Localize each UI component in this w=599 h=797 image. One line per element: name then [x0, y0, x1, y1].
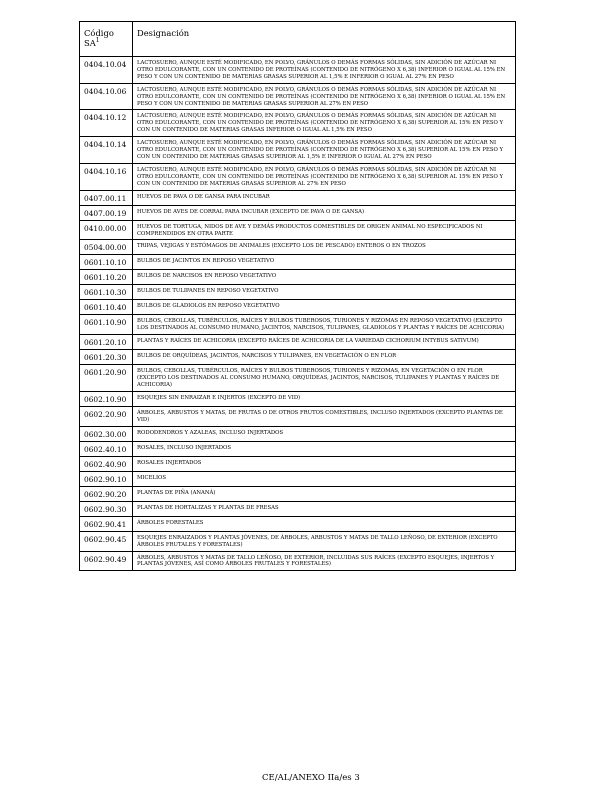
table-row — [80, 190, 516, 205]
table-row — [80, 83, 516, 110]
designation-cell: PLANTAS DE HORTALIZAS Y PLANTAS DE FRESAS — [133, 501, 516, 516]
designation-cell: HUEVOS DE AVES DE CORRAL PARA INCUBAR (EXCEPTO DE PAVA O DE GANSA) — [133, 205, 516, 220]
hs-code-cell: 0404.10.16 — [80, 163, 133, 190]
designation-cell: LACTOSUERO, AUNQUE ESTÉ MODIFICADO, EN POLVO, GRÁNULOS O DEMÁS FORMAS SÓLIDAS, SIN ADICIÓN DE AZÚCAR NI OTRO EDULCORANTE, CON UN CONTENIDO DE PROTEÍNAS (CONTENIDO DE NITRÓGENO X 6,38) SUPERIOR AL 15% EN PESO Y CON UN CONTENIDO DE MATERIAS GRASAS INFERIOR O IGUAL AL 1,5% EN PESO — [133, 110, 516, 137]
table-row — [80, 137, 516, 164]
hs-code-cell: 0602.90.10 — [80, 471, 133, 486]
designation-cell: RODODENDROS Y AZALEAS, INCLUSO INJERTADOS — [133, 426, 516, 441]
designation-cell: LACTOSUERO, AUNQUE ESTÉ MODIFICADO, EN POLVO, GRÁNULOS O DEMÁS FORMAS SÓLIDAS, SIN ADICIÓN DE AZÚCAR NI OTRO EDULCORANTE, CON UN CONTENIDO DE PROTEÍNAS (CONTENIDO DE NITRÓGENO X 6,38) SUPERIOR AL 15% EN PESO Y CON UN CONTENIDO DE MATERIAS GRASAS SUPERIOR AL 1,5% E INFERIOR O IGUAL AL 27% EN PESO — [133, 137, 516, 164]
hs-code-cell: 0601.20.90 — [80, 365, 133, 392]
hs-code-cell: 0601.10.10 — [80, 255, 133, 270]
table-row — [80, 220, 516, 240]
designation-cell: LACTOSUERO, AUNQUE ESTÉ MODIFICADO, EN POLVO, GRÁNULOS O DEMÁS FORMAS SÓLIDAS, SIN ADICIÓN DE AZÚCAR NI OTRO EDULCORANTE, CON UN CONTENIDO DE PROTEÍNAS (CONTENIDO DE NITRÓGENO X 6,38) INFERIOR O IGUAL AL 15% EN PESO Y CON UN CONTENIDO DE MATERIAS GRASAS SUPERIOR AL 1,5% E INFERIOR O IGUAL AL 27% EN PESO — [133, 57, 516, 84]
code-header-label: Código SA — [84, 28, 114, 48]
hs-code-cell: 0602.90.45 — [80, 531, 133, 551]
designation-cell: PLANTAS Y RAÍCES DE ACHICORIA (EXCEPTO RAÍCES DE ACHICORIA DE LA VARIEDAD CICHORIUM INTYBUS SATIVUM) — [133, 335, 516, 350]
page-reference: CE/AL/ANEXO IIa/es 3 — [262, 773, 360, 783]
hs-code-cell: 0602.40.10 — [80, 441, 133, 456]
hs-code-cell: 0602.90.20 — [80, 486, 133, 501]
table-row — [80, 441, 516, 456]
hs-code-cell: 0601.20.10 — [80, 335, 133, 350]
hs-code-cell: 0601.10.30 — [80, 285, 133, 300]
designation-cell: ÁRBOLES, ARBUSTOS Y MATAS, DE FRUTAS O DE OTROS FRUTOS COMESTIBLES, INCLUSO INJERTADOS (EXCEPTO PLANTAS DE VID) — [133, 406, 516, 426]
table-row — [80, 205, 516, 220]
designation-cell: BULBOS DE JACINTOS EN REPOSO VEGETATIVO — [133, 255, 516, 270]
table-row — [80, 57, 516, 84]
designation-cell: HUEVOS DE PAVA O DE GANSA PARA INCUBAR — [133, 190, 516, 205]
hs-code-cell: 0602.90.41 — [80, 516, 133, 531]
hs-code-cell: 0601.10.20 — [80, 270, 133, 285]
table-row — [80, 270, 516, 285]
designation-cell: BULBOS DE GLADIOLOS EN REPOSO VEGETATIVO — [133, 300, 516, 315]
hs-code-cell: 0404.10.06 — [80, 83, 133, 110]
table-row — [80, 240, 516, 255]
designation-cell: LACTOSUERO, AUNQUE ESTÉ MODIFICADO, EN POLVO, GRÁNULOS O DEMÁS FORMAS SÓLIDAS, SIN ADICIÓN DE AZÚCAR NI OTRO EDULCORANTE, CON UN CONTENIDO DE PROTEÍNAS (CONTENIDO DE NITRÓGENO X 6,38) SUPERIOR AL 15% EN PESO Y CON UN CONTENIDO DE MATERIAS GRASAS SUPERIOR AL 27% EN PESO — [133, 163, 516, 190]
hs-code-cell: 0602.20.90 — [80, 406, 133, 426]
table-row — [80, 285, 516, 300]
table-row — [80, 426, 516, 441]
table-row — [80, 471, 516, 486]
hs-code-cell: 0602.90.49 — [80, 551, 133, 571]
designation-cell: ÁRBOLES FORESTALES — [133, 516, 516, 531]
table-row — [80, 516, 516, 531]
hs-code-cell: 0602.40.90 — [80, 456, 133, 471]
table-row — [80, 391, 516, 406]
table-header-row — [80, 22, 516, 57]
designation-cell: HUEVOS DE TORTUGA, NIDOS DE AVE Y DEMÁS PRODUCTOS COMESTIBLES DE ORIGEN ANIMAL NO ESPECIFICADOS NI COMPRENDIDOS EN OTRA PARTE — [133, 220, 516, 240]
designation-cell: BULBOS DE NARCISOS EN REPOSO VEGETATIVO — [133, 270, 516, 285]
designation-cell: LACTOSUERO, AUNQUE ESTÉ MODIFICADO, EN POLVO, GRÁNULOS O DEMÁS FORMAS SÓLIDAS, SIN ADICIÓN DE AZÚCAR NI OTRO EDULCORANTE, CON UN CONTENIDO DE PROTEÍNAS (CONTENIDO DE NITRÓGENO X 6,38) INFERIOR O IGUAL AL 15% EN PESO Y CON UN CONTENIDO DE MATERIAS GRASAS SUPERIOR AL 27% EN PESO — [133, 83, 516, 110]
designation-cell: BULBOS, CEBOLLAS, TUBÉRCULOS, RAÍCES Y BULBOS TUBEROSOS, TURIONES Y RIZOMAS EN REPOSO VEGETATIVO (EXCEPTO LOS DESTINADOS AL CONSUMO HUMANO, JACINTOS, NARCISOS, TULIPANES, GLADIOLOS Y PLANTAS Y RAÍCES DE ACHICORIA) — [133, 315, 516, 335]
table-row — [80, 163, 516, 190]
table-row — [80, 255, 516, 270]
code-header-footnote: 1 — [95, 37, 100, 45]
hs-code-cell: 0504.00.00 — [80, 240, 133, 255]
description-column-header: Designación — [133, 22, 516, 57]
table-body — [80, 57, 516, 571]
designation-cell: BULBOS, CEBOLLAS, TUBÉRCULOS, RAÍCES Y BULBOS TUBEROSOS, TURIONES Y RIZOMAS, EN VEGETACIÓN O EN FLOR (EXCEPTO LOS DESTINADOS AL CONSUMO HUMANO, ORQUÍDEAS, JACINTOS, NARCISOS, TULIPANES Y PLANTAS Y RAÍCES DE ACHICORIA) — [133, 365, 516, 392]
table-row — [80, 406, 516, 426]
tariff-code-table — [79, 21, 516, 571]
designation-cell: BULBOS DE ORQUÍDEAS, JACINTOS, NARCISOS Y TULIPANES, EN VEGETACIÓN O EN FLOR — [133, 350, 516, 365]
table-row — [80, 365, 516, 392]
hs-code-cell: 0602.90.30 — [80, 501, 133, 516]
designation-cell: MICELIOS — [133, 471, 516, 486]
hs-code-cell: 0407.00.11 — [80, 190, 133, 205]
hs-code-cell: 0602.10.90 — [80, 391, 133, 406]
hs-code-cell: 0404.10.04 — [80, 57, 133, 84]
table-row — [80, 501, 516, 516]
table-row — [80, 456, 516, 471]
designation-cell: ROSALES, INCLUSO INJERTADOS — [133, 441, 516, 456]
designation-cell: PLANTAS DE PIÑA (ANANÁ) — [133, 486, 516, 501]
table-row — [80, 486, 516, 501]
hs-code-cell: 0404.10.12 — [80, 110, 133, 137]
designation-cell: ROSALES INJERTADOS — [133, 456, 516, 471]
designation-cell: ESQUEJES ENRAIZADOS Y PLANTAS JÓVENES, DE ÁRBOLES, ARBUSTOS Y MATAS DE TALLO LEÑOSO, DE EXTERIOR (EXCEPTO ÁRBOLES FRUTALES Y FORESTALES) — [133, 531, 516, 551]
hs-code-cell: 0601.10.90 — [80, 315, 133, 335]
table-header — [80, 22, 516, 57]
table-row — [80, 110, 516, 137]
code-column-header — [80, 22, 133, 57]
designation-cell: ESQUEJES SIN ENRAIZAR E INJERTOS (EXCEPTO DE VID) — [133, 391, 516, 406]
hs-code-cell: 0601.10.40 — [80, 300, 133, 315]
table-row — [80, 335, 516, 350]
table-row — [80, 531, 516, 551]
hs-code-cell: 0410.00.00 — [80, 220, 133, 240]
hs-code-cell: 0407.00.19 — [80, 205, 133, 220]
hs-code-cell: 0602.30.00 — [80, 426, 133, 441]
designation-cell: ÁRBOLES, ARBUSTOS Y MATAS DE TALLO LEÑOSO, DE EXTERIOR, INCLUIDAS SUS RAÍCES (EXCEPTO ESQUEJES, INJERTOS Y PLANTAS JÓVENES, ASÍ COMO ÁRBOLES FRUTALES Y FORESTALES) — [133, 551, 516, 571]
hs-code-cell: 0601.20.30 — [80, 350, 133, 365]
hs-code-cell: 0404.10.14 — [80, 137, 133, 164]
table-row — [80, 315, 516, 335]
designation-cell: TRIPAS, VEJIGAS Y ESTÓMAGOS DE ANIMALES (EXCEPTO LOS DE PESCADO) ENTEROS O EN TROZOS — [133, 240, 516, 255]
table-row — [80, 551, 516, 571]
designation-cell: BULBOS DE TULIPANES EN REPOSO VEGETATIVO — [133, 285, 516, 300]
table-row — [80, 350, 516, 365]
table-row — [80, 300, 516, 315]
